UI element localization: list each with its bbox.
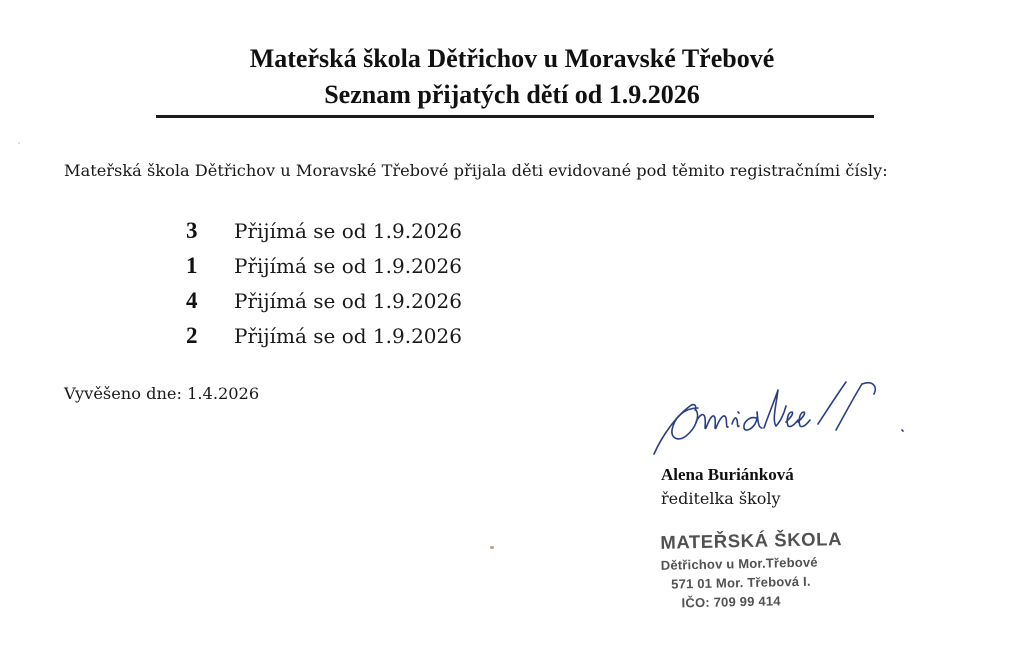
document-subtitle: Seznam přijatých dětí od 1.9.2026 [324, 80, 700, 109]
admission-note: Přijímá se od 1.9.2026 [234, 253, 462, 278]
handwritten-signature [640, 372, 920, 462]
list-item [186, 248, 462, 283]
registration-number: 2 [186, 322, 198, 348]
admission-note: Přijímá se od 1.9.2026 [234, 323, 462, 348]
title-underline [156, 115, 874, 118]
list-item [186, 318, 462, 353]
intro-paragraph: Mateřská škola Dětřichov u Moravské Třebové přijala děti evidované pod těmito registračními čísly: [64, 161, 888, 180]
registration-number: 3 [186, 217, 198, 243]
stamp-line: Dětřichov u Mor.Třebové [660, 554, 818, 573]
list-item [186, 213, 462, 248]
school-stamp [652, 523, 884, 620]
signatory-role: ředitelka školy [661, 489, 781, 508]
signatory-name: Alena Buriánková [661, 465, 794, 484]
stamp-line: MATEŘSKÁ ŠKOLA [660, 528, 843, 553]
stamp-line: 571 01 Mor. Třebová I. [671, 573, 811, 592]
admission-note: Přijímá se od 1.9.2026 [234, 288, 462, 313]
admission-note: Přijímá se od 1.9.2026 [234, 218, 462, 243]
registration-number: 4 [186, 287, 198, 313]
scan-speck [18, 142, 20, 144]
document-title: Mateřská škola Dětřichov u Moravské Třebové [249, 44, 775, 73]
stamp-line: IČO: 709 99 414 [681, 593, 781, 611]
registration-number: 1 [186, 252, 198, 278]
scan-speck [490, 546, 494, 549]
posted-date: Vyvěšeno dne: 1.4.2026 [64, 384, 260, 403]
registration-list [186, 213, 462, 353]
list-item [186, 283, 462, 318]
